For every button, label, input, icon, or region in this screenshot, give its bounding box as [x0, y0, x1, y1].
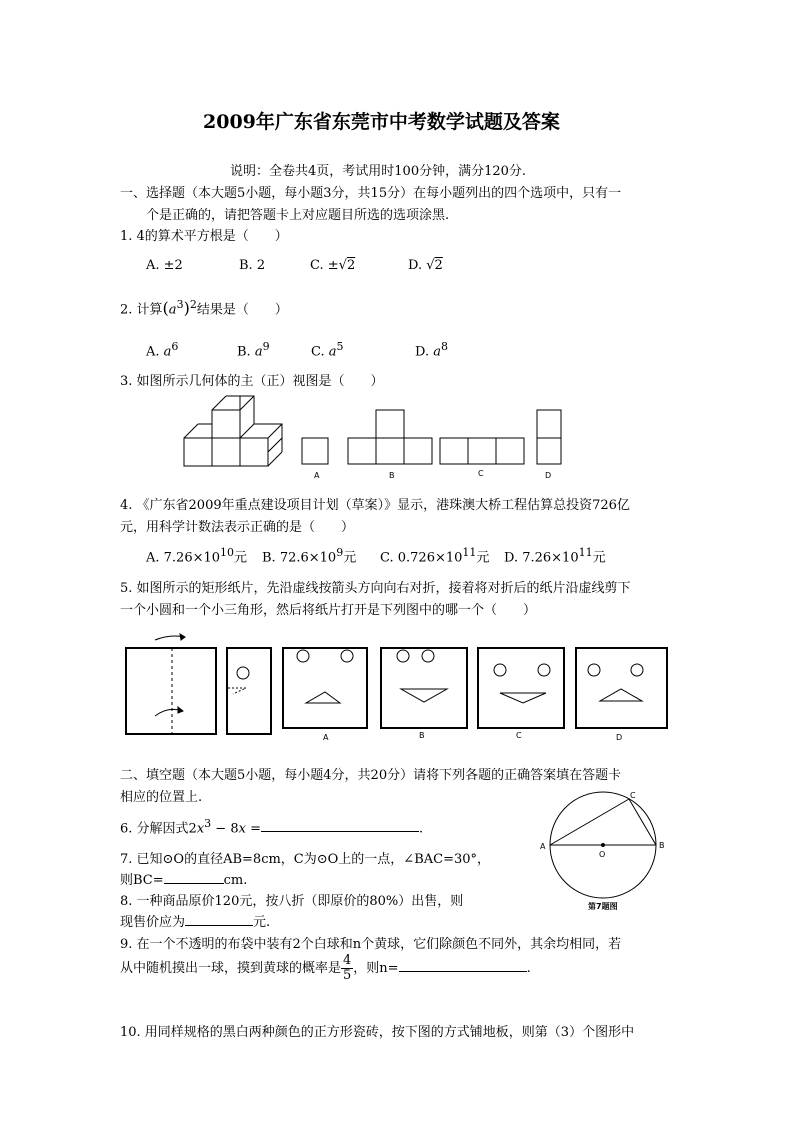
q4-b-suffix: 元 — [343, 550, 357, 566]
q2-a-base: a — [163, 344, 172, 360]
q5-label-c: C — [516, 731, 522, 740]
q2-c-exp: 5 — [336, 340, 344, 353]
q7-line1: 7. 已知⊙O的直径AB=8cm，C为⊙O上的一点，∠BAC=30°， — [120, 852, 491, 867]
q7-line2-suffix: cm. — [223, 873, 248, 888]
fig7-label-a: A — [540, 842, 546, 851]
q8-line2-prefix: 现售价应为 — [120, 915, 186, 930]
q1-option-d-prefix: D. — [408, 258, 427, 273]
q7-line2-prefix: 则BC= — [120, 873, 164, 888]
q9-line1: 9. 在一个不透明的布袋中装有2个白球和n个黄球，它们除颜色不同外，其余均相同，若 — [120, 937, 622, 952]
fig7-label-c: C — [630, 791, 636, 800]
q4-c-suffix: 元 — [476, 550, 490, 566]
q3-label-b: B — [389, 471, 395, 480]
paren: ) — [183, 298, 190, 318]
q8-line1: 8. 一种商品原价120元，按八折（即原价的80%）出售，则 — [120, 894, 464, 909]
q2-d-base: a — [433, 344, 441, 360]
q2-c-prefix: C. — [311, 344, 329, 360]
q4-a-prefix: A. 7.26×10 — [146, 550, 221, 566]
q1-option-c-radicand: 2 — [346, 258, 356, 273]
q4-c-prefix: C. 0.726×10 — [380, 550, 463, 566]
exam-note: 说明：全卷共4页，考试用时100分钟，满分120分. — [230, 164, 527, 179]
paren: ( — [162, 298, 169, 318]
q1-option-b: B. 2 — [239, 258, 266, 273]
q5-label-b: B — [419, 731, 425, 740]
center-point — [601, 843, 605, 847]
section2-line1: 二、填空题（本大题5小题，每小题4分，共20分）请将下列各题的正确答案填在答题卡 — [120, 768, 622, 783]
q3-label-d: D — [545, 471, 552, 480]
q6-var1: x — [196, 821, 205, 837]
q6-prefix: 6. 分解因式 — [120, 821, 189, 837]
q2-d-exp: 8 — [441, 340, 448, 353]
q9-end: . — [526, 961, 531, 976]
q9-line2-mid: ，则n= — [353, 961, 399, 976]
q2-base: a — [168, 302, 177, 318]
q2-b-base: a — [254, 344, 263, 360]
q6-end: . — [418, 821, 424, 837]
q9-line2-prefix: 从中随机摸出一球，摸到黄球的概率是 — [120, 961, 342, 976]
q4-b-exp: 9 — [336, 546, 344, 559]
q6-exp: 3 — [204, 817, 212, 830]
q2-c-base: a — [328, 344, 337, 360]
q9-denominator: 5 — [343, 968, 352, 983]
q3-label-c: C — [478, 469, 484, 478]
q9-numerator: 4 — [343, 953, 352, 968]
section2-line2: 相应的位置上. — [120, 790, 203, 805]
q4-c-exp: 11 — [462, 546, 477, 559]
q1-option-d-radicand: 2 — [434, 258, 443, 273]
q4-line2: 元，用科学计数法表示正确的是（ ） — [120, 520, 355, 535]
q4-d-prefix: D. 7.26×10 — [504, 550, 579, 566]
q4-d-exp: 11 — [578, 546, 593, 559]
q4-a-exp: 10 — [220, 546, 235, 559]
q6-eq: = — [245, 821, 261, 837]
q1-stem: 1. 4的算术平方根是（ ） — [120, 229, 288, 244]
q2-a-exp: 6 — [171, 340, 179, 353]
section1-line1: 一、选择题（本大题5小题，每小题3分，共15分）在每小题列出的四个选项中，只有一 — [120, 186, 622, 201]
q3-label-a: A — [314, 471, 320, 480]
page-title: 2009年广东省东莞市中考数学试题及答案 — [203, 111, 560, 133]
q6-coef: 2 — [188, 821, 197, 837]
q2-inner-exp: 3 — [176, 298, 184, 311]
chord-bc — [629, 799, 656, 845]
q5-label-d: D — [616, 733, 623, 742]
fig7-caption: 第7题图 — [588, 902, 618, 911]
q4-line1: 4. 《广东省2009年重点建设项目计划（草案）》显示，港珠澳大桥工程估算总投资726亿 — [120, 498, 630, 513]
q2-outer-exp: 2 — [189, 298, 197, 311]
section1-line2: 个是正确的，请把答题卡上对应题目所选的选项涂黑. — [146, 208, 450, 223]
sqrt-sign: √ — [426, 258, 435, 273]
q8-line2-suffix: 元. — [253, 915, 271, 930]
q2-stem-suffix: 结果是（ ） — [196, 302, 288, 318]
q4-d-suffix: 元 — [592, 550, 606, 566]
q3-stem: 3. 如图所示几何体的主（正）视图是（ ） — [120, 374, 384, 389]
q2-b-exp: 9 — [262, 340, 270, 353]
q5-line2: 一个小圆和一个小三角形，然后将纸片打开是下列图中的哪一个（ ） — [120, 603, 537, 618]
q2-stem-prefix: 2. 计算 — [120, 302, 163, 318]
q1-option-c-prefix: C. ± — [310, 258, 339, 273]
q10-line1: 10. 用同样规格的黑白两种颜色的正方形瓷砖，按下图的方式铺地板，则第（3）个图形中 — [120, 1025, 635, 1040]
fig7-label-o: O — [599, 850, 606, 859]
q2-a-prefix: A. — [146, 344, 164, 360]
q4-a-suffix: 元 — [234, 550, 248, 566]
fig7-label-b: B — [659, 841, 665, 850]
q6-var2: x — [238, 821, 246, 837]
q2-d-prefix: D. — [415, 344, 434, 360]
q2-b-prefix: B. — [237, 344, 255, 360]
q6-minus: − 8 — [211, 821, 239, 837]
q5-label-a: A — [323, 733, 329, 742]
q4-b-prefix: B. 72.6×10 — [262, 550, 337, 566]
q1-option-a: A. ±2 — [146, 258, 183, 273]
q5-line1: 5. 如图所示的矩形纸片，先沿虚线按箭头方向向右对折，接着将对折后的纸片沿虚线剪下 — [120, 581, 631, 596]
chord-ac — [550, 799, 629, 845]
sqrt-sign: √ — [338, 258, 347, 273]
